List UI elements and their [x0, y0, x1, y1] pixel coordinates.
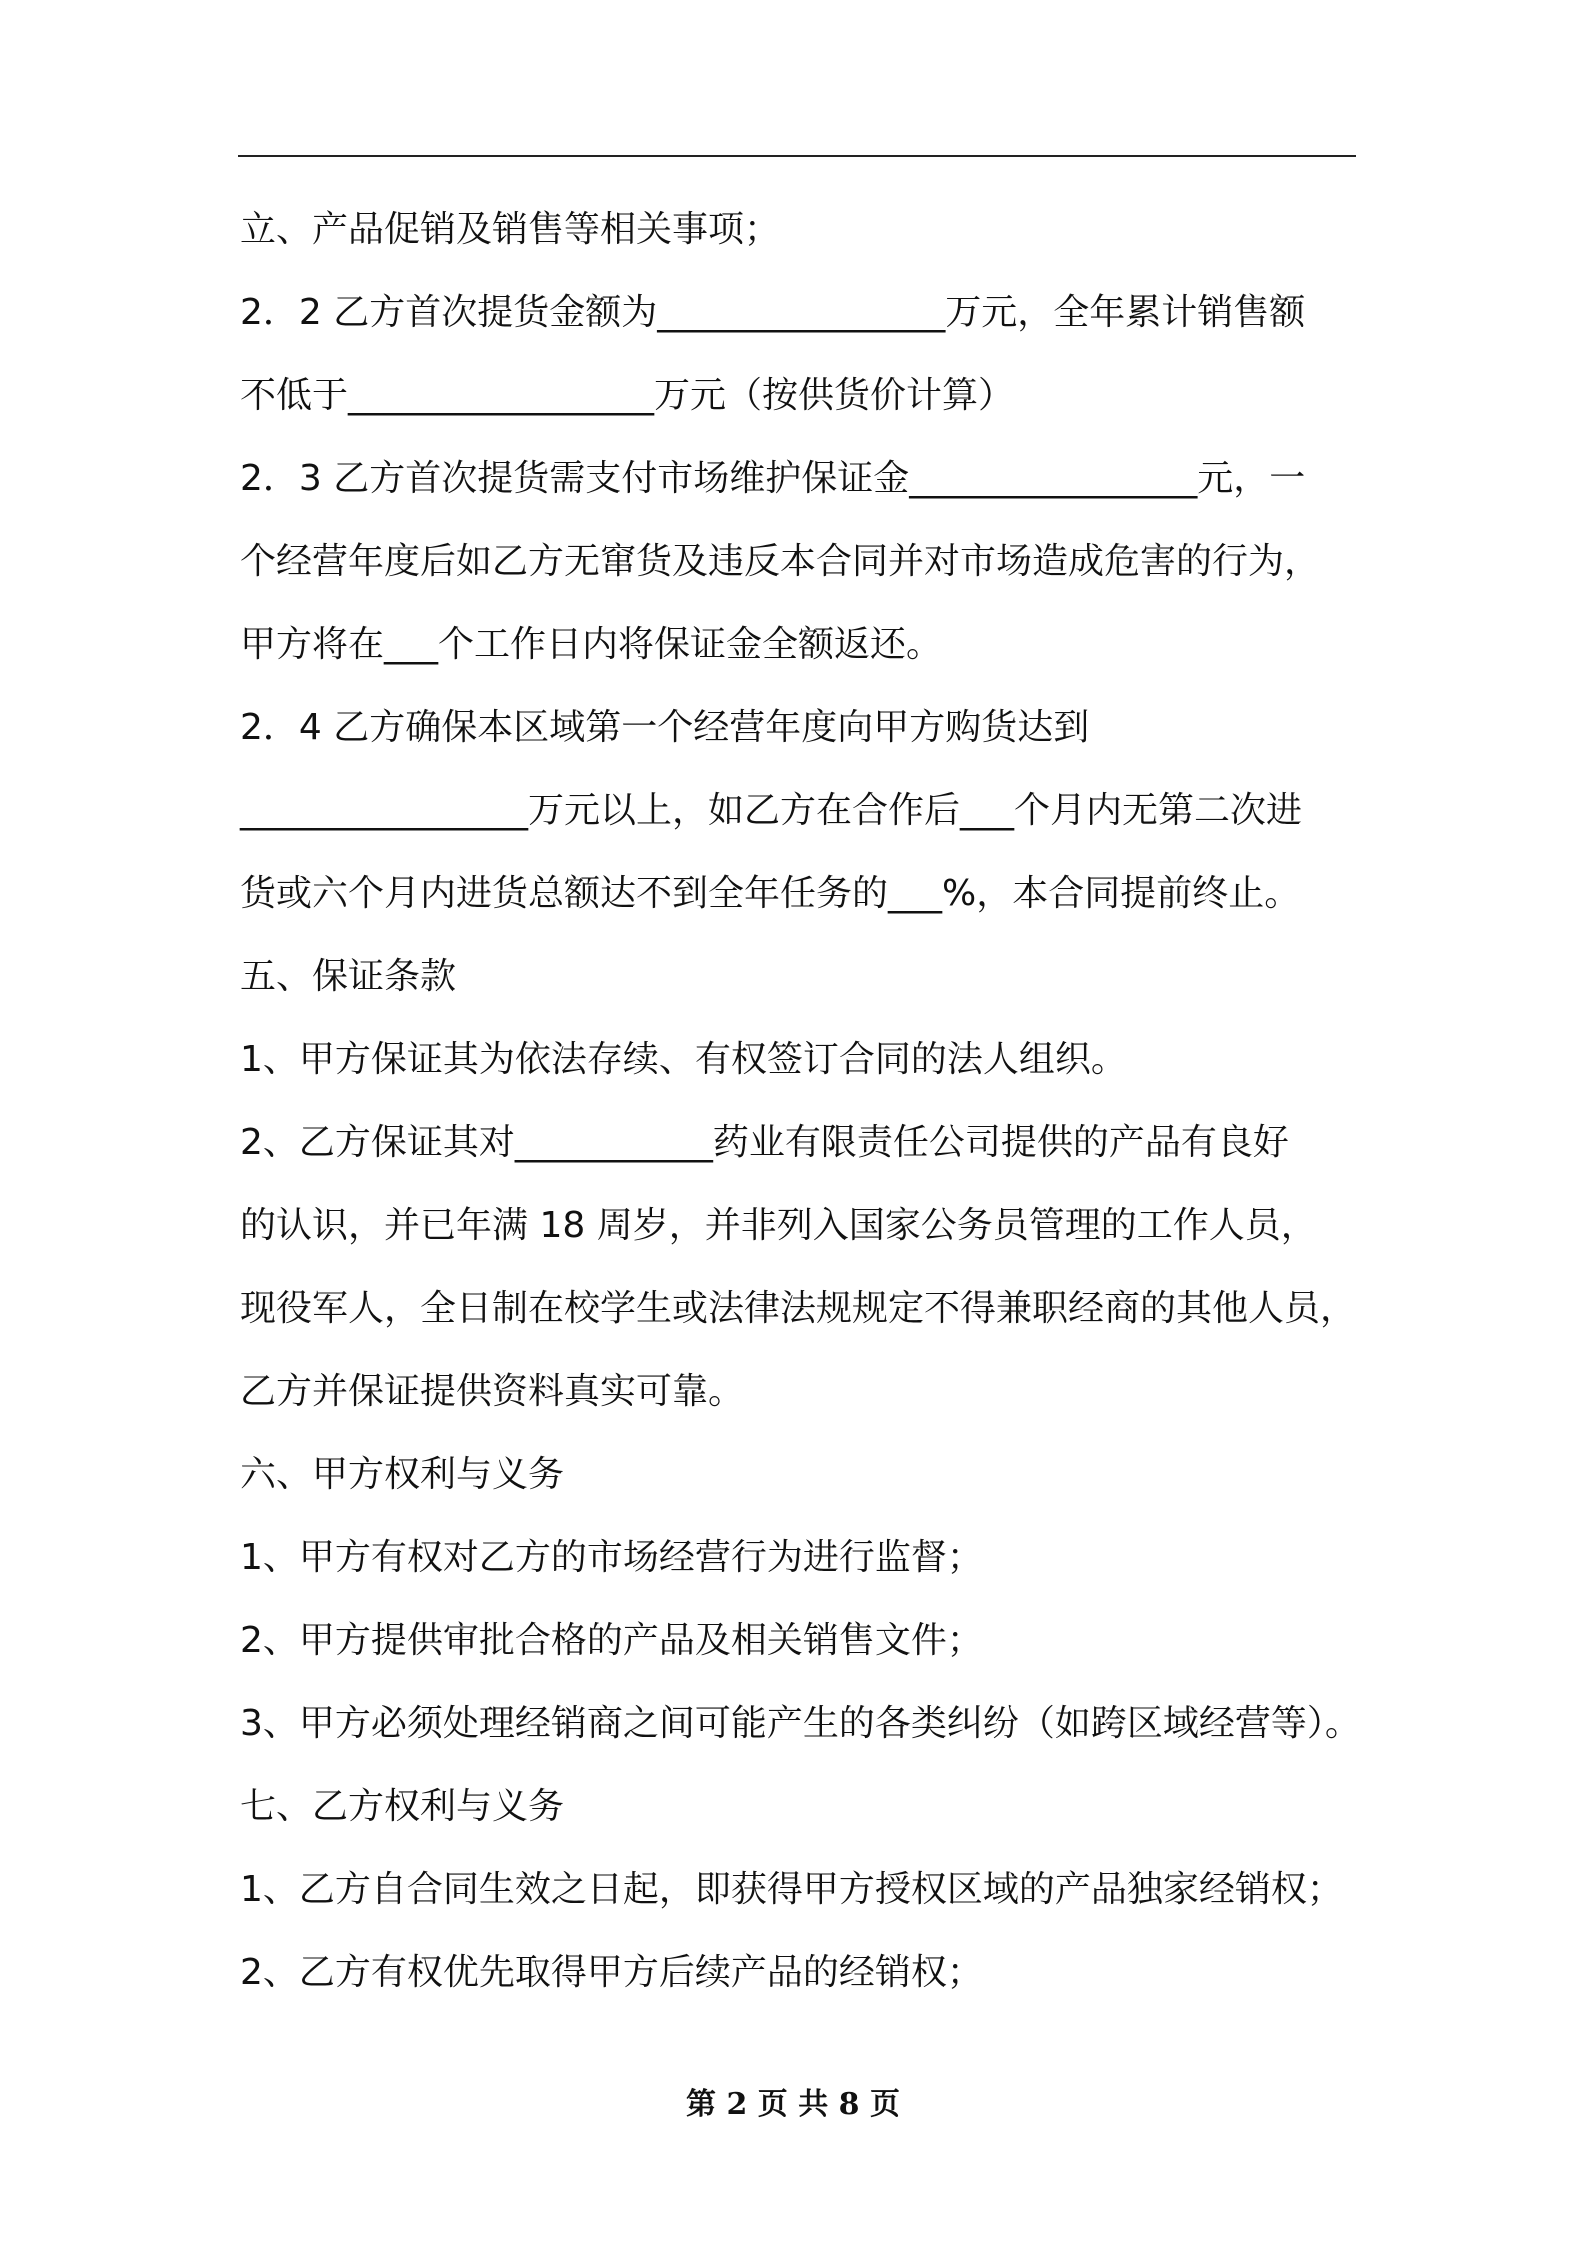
text-line: ________________万元以上，如乙方在合作后___个月内无第二次进 [240, 790, 1303, 831]
text-line: 乙方并保证提供资料真实可靠。 [240, 1371, 745, 1412]
text-line: 的认识，并已年满 18 周岁，并非列入国家公务员管理的工作人员， [240, 1205, 1317, 1246]
text-line: 个经营年度后如乙方无窜货及违反本合同并对市场造成危害的行为， [240, 541, 1321, 582]
text-line: 2．3 乙方首次提货需支付市场维护保证金________________元，一 [240, 458, 1306, 499]
text-line: 2、甲方提供审批合格的产品及相关销售文件； [240, 1620, 983, 1661]
contract-body [240, 188, 1380, 2014]
text-line: 1、甲方保证其为依法存续、有权签订合同的法人组织。 [240, 1039, 1127, 1080]
header-rule [238, 155, 1356, 157]
text-line: 现役军人，全日制在校学生或法律法规规定不得兼职经商的其他人员， [240, 1288, 1357, 1329]
text-line: 3、甲方必须处理经销商之间可能产生的各类纠纷（如跨区域经营等）。 [240, 1703, 1361, 1744]
text-line: 1、乙方自合同生效之日起，即获得甲方授权区域的产品独家经销权； [240, 1869, 1343, 1910]
section-heading: 七、乙方权利与义务 [240, 1786, 565, 1827]
section-heading: 六、甲方权利与义务 [240, 1454, 565, 1495]
text-line: 2、乙方有权优先取得甲方后续产品的经销权； [240, 1952, 983, 1993]
text-line: 不低于_________________万元（按供货价计算） [240, 375, 1015, 416]
text-line: 2．2 乙方首次提货金额为________________万元，全年累计销售额 [240, 292, 1306, 333]
text-line: 货或六个月内进货总额达不到全年任务的___%，本合同提前终止。 [240, 873, 1301, 914]
text-line: 2、乙方保证其对___________药业有限责任公司提供的产品有良好 [240, 1122, 1289, 1163]
section-heading: 五、保证条款 [240, 956, 457, 997]
text-line: 1、甲方有权对乙方的市场经营行为进行监督； [240, 1537, 983, 1578]
text-line: 立、产品促销及销售等相关事项； [240, 209, 781, 250]
text-line: 甲方将在___个工作日内将保证金全额返还。 [240, 624, 943, 665]
text-line: 2．4 乙方确保本区域第一个经营年度向甲方购货达到 [240, 707, 1090, 748]
page-number-footer: 第 2 页 共 8 页 [686, 2087, 900, 2122]
